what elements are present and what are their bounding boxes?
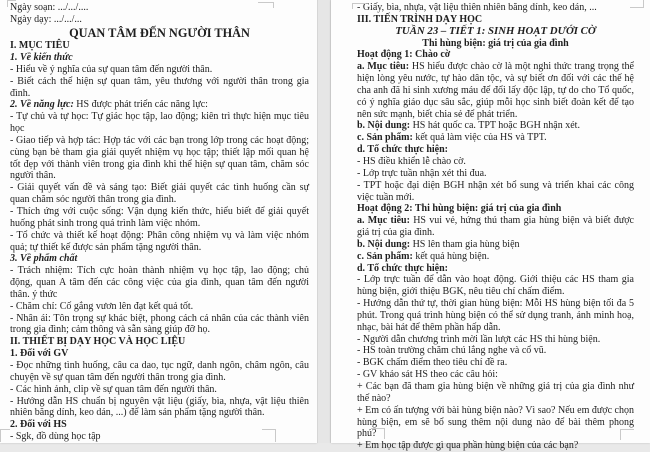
date-taught-line: [10, 14, 309, 26]
document-title: [10, 26, 309, 41]
paragraph-text: - Hướng dẫn HS chuẩn bị nguyên vật liệu (giấy, bìa, nhựa, vật liệu thiên nhiên băng dính, keo dán, ...) để làm sản phẩm tặng người thân.: [10, 395, 309, 419]
paragraph-text: HS vui vẻ, hứng thú tham gia hùng biện và biết được giá trị của gia đình.: [357, 215, 634, 239]
paragraph-text: - Thích ứng với cuộc sống: Vận dụng kiến thức, hiểu biết để giải quyết huống phát sinh trong quá trình làm việc nhóm.: [10, 206, 309, 229]
paragraph-text: - Giấy, bìa, nhựa, vật liệu thiên nhiên băng dính, keo dán, ...: [357, 2, 597, 13]
paragraph: [357, 381, 634, 405]
paragraph-text: - Người dẫn chương trình mời lần lượt các HS thi hùng biện.: [357, 333, 601, 345]
paragraph-text: - Biết cách thể hiện sự quan tâm, yêu thương với người thân trong gia đình.: [10, 75, 309, 99]
paragraph: [357, 345, 634, 357]
paragraph: [357, 251, 634, 263]
lesson-subtitle: [357, 38, 634, 50]
paragraph-lead: 2. Về năng lực:: [10, 99, 74, 111]
text-boundary-mark-top-right: [630, 0, 644, 8]
paragraph: [357, 2, 634, 14]
paragraph: [357, 263, 634, 275]
paragraph: [357, 274, 634, 298]
paragraph-text: - Trách nhiệm: Tích cực hoàn thành nhiệm vụ học tập, lao động; chủ động, quan A tâm đến các công việc của gia đình, quan tâm đến người thân. ý thức: [10, 265, 309, 300]
paragraph: [10, 301, 309, 313]
paragraph-text: - Lớp trực tuần nhận xét thi đua.: [357, 167, 487, 179]
paragraph-text: II. THIẾT BỊ DẠY HỌC VÀ HỌC LIỆU: [10, 336, 186, 348]
paragraph: [357, 440, 634, 452]
paragraph: [357, 298, 634, 334]
activity-heading: [357, 49, 634, 61]
paragraph: [357, 156, 634, 168]
paragraph-text: - Giao tiếp và hợp tác: Hợp tác với các bạn trong lớp trong các hoạt động; cùng bạn bè tham gia giải quyết nhiệm vụ học tập; thiết lập mối quan hệ tốt đẹp với thành viên trong gia đình khi thể hiện sự quan tâm, chăm sóc người thân.: [10, 134, 309, 182]
paragraph-text: d. Tổ chức thực hiện:: [357, 262, 448, 274]
paragraph: [10, 64, 309, 76]
text-boundary-mark-bottom-right: [262, 429, 276, 442]
paragraph: [10, 99, 309, 111]
paragraph-lead: c. Sản phẩm:: [357, 250, 413, 262]
paragraph-text: - Hiểu về ý nghĩa của sự quan tâm đến người thân.: [10, 63, 213, 75]
paragraph-text: - Hướng dẫn thứ tự, thời gian hùng biện: Mỗi HS hùng biện tối đa 5 phút. Trong quá trình hùng biện có thể sử dụng tranh, ảnh minh hoạ, nhạc, bài hát để thêm phần hấp dẫn.: [357, 298, 634, 333]
paragraph-text: - BGK chấm điểm theo tiêu chí đề ra.: [357, 357, 508, 369]
paragraph: [10, 396, 309, 420]
paragraph: [357, 405, 634, 441]
text-boundary-mark-top-right: [258, 2, 274, 8]
paragraph-text: kết quả làm việc của HS và TPT.: [412, 132, 547, 144]
paragraph-text: I. MỤC TIÊU: [10, 40, 70, 52]
paragraph: [10, 313, 309, 337]
text-boundary-mark-top-left: [7, 0, 16, 7]
paragraph-lead: b. Nội dung:: [357, 120, 411, 132]
paragraph: [10, 265, 309, 301]
paragraph-text: - TPT hoặc đại diện BGH nhận xét bổ sung và triển khai các công việc tuần mới.: [357, 179, 634, 203]
paragraph-text: kết quả hùng biện.: [412, 250, 490, 262]
paragraph: [357, 120, 634, 132]
paragraph: [10, 111, 309, 135]
paragraph-text: - Các hình ảnh, clip về sự quan tâm đến người thân.: [10, 383, 217, 395]
paragraph-text: + Em học tập được gì qua phần hùng biện của các bạn?: [357, 440, 579, 452]
paragraph-text: - Nhân ái: Tôn trọng sự khác biệt, phong cách cá nhân của các thành viên trong gia đình; cảm thông và sẵn sàng giúp đỡ họ.: [10, 312, 309, 336]
activity-heading: [357, 203, 634, 215]
paragraph: [357, 239, 634, 251]
page-gap: [317, 0, 331, 443]
paragraph-text: Thi hùng biện: giá trị của gia đình: [422, 37, 569, 49]
paragraph-text: - GV khảo sát HS theo các câu hỏi:: [357, 369, 498, 381]
paragraph-text: - Tự chủ và tự học: Tự giác học tập, lao động; kiên trì thực hiện mục tiêu học: [10, 111, 309, 135]
paragraph-text: Hoạt động 1: Chào cờ: [357, 49, 451, 61]
paragraph-text: - HS toàn trường chăm chú lắng nghe và cổ vũ.: [357, 345, 547, 357]
document-page-1: [0, 0, 317, 443]
paragraph-text: Ngày soạn: .../.../....: [10, 2, 89, 13]
lesson-week-title: [357, 26, 634, 38]
text-boundary-mark-bottom-left: [0, 429, 10, 442]
paragraph: [357, 61, 634, 120]
paragraph-text: HS hát quốc ca. TPT hoặc BGH nhận xét.: [410, 120, 580, 132]
paragraph-text: - Tổ chức và thiết kế hoạt động: Phân công nhiệm vụ và làm việc nhóm quả; tự thiết kế được sản phẩm tặng người thân.: [10, 229, 309, 253]
paragraph-text: - Lớp trực tuần để dẫn vào hoạt động. Giới thiệu các HS tham gia hùng biện, giới thiệu BGK, nêu tiêu chí chấm điểm.: [357, 274, 634, 298]
paragraph-text: III. TIẾN TRÌNH DẠY HỌC: [357, 13, 483, 25]
paragraph-text: d. Tổ chức thực hiện:: [357, 144, 448, 156]
paragraph-lead: c. Sản phẩm:: [357, 132, 413, 144]
paragraph-text: - Chăm chỉ: Cố gắng vươn lên đạt kết quả tốt.: [10, 300, 194, 312]
paragraph-lead: b. Nội dung:: [357, 238, 411, 250]
paragraph-text: 1. Về kiến thức: [10, 52, 73, 64]
text-boundary-mark-bottom-left: [371, 428, 385, 439]
paragraph-text: + Em có ấn tượng với bài hùng biện nào? Vì sao? Nếu em được chọn hùng biện, em sẽ bổ sung thêm nội dung nào để bài thêm phong phú?: [357, 404, 634, 440]
paragraph-lead: a. Mục tiêu:: [357, 215, 410, 227]
paragraph: [10, 384, 309, 396]
paragraph-text: HS lên tham gia hùng biện: [410, 238, 520, 250]
paragraph-text: HS được phát triển các năng lực:: [73, 99, 208, 111]
paragraph-text: + Các bạn đã tham gia hùng biện về những giá trị của gia đình như thế nào?: [357, 381, 634, 404]
paragraph: [357, 180, 634, 204]
paragraph-lead: a. Mục tiêu:: [357, 61, 410, 73]
paragraph: [10, 76, 309, 100]
paragraph: [10, 182, 309, 206]
document-page-2: [331, 0, 650, 452]
paragraph-text: HS hiểu được chào cờ là một nghi thức trang trọng thể hiện lòng yêu nước, tự hào dân tộc, và sự biết ơn đối với các thế hệ cha anh đã hi sinh xương máu để đổi lấy độc lập, tự do cho Tổ quốc, có ý nghĩa giáo dục sâu sắc, giúp mỗi học sinh biết đoàn kết để tạo nên sức mạnh, biết chia sẻ để phát triển.: [357, 61, 634, 120]
paragraph: [357, 369, 634, 381]
paragraph-text: QUAN TÂM ĐẾN NGƯỜI THÂN: [69, 25, 250, 40]
paragraph: [10, 206, 309, 230]
paragraph: [357, 168, 634, 180]
paragraph: [357, 144, 634, 156]
paragraph-text: 2. Đối với HS: [10, 419, 67, 431]
paragraph: [357, 215, 634, 239]
paragraph-text: - Đọc những tình huống, câu ca dao, tục ngữ, danh ngôn, châm ngôn, câu chuyện về sự quan tâm đến người thân trong gia đình.: [10, 359, 309, 383]
paragraph: [10, 360, 309, 384]
paragraph-text: - HS điều khiển lễ chào cờ.: [357, 155, 466, 167]
paragraph-text: 1. Đối với GV: [10, 348, 69, 360]
paragraph-text: - Sgk, đồ dùng học tập: [10, 431, 101, 443]
section-heading: [10, 336, 309, 348]
paragraph: [357, 357, 634, 369]
paragraph: [357, 132, 634, 144]
paragraph: [357, 334, 634, 346]
page-2-text-area: [331, 0, 650, 452]
page-1-text-area: [0, 0, 317, 443]
subsection-heading: [10, 253, 309, 265]
paragraph-text: 3. Về phẩm chất: [10, 253, 78, 265]
text-boundary-mark-top-left: [352, 3, 366, 9]
subsection-heading: [10, 348, 309, 360]
paragraph-text: Ngày dạy: .../.../...: [10, 13, 82, 25]
subsection-heading: [10, 52, 309, 64]
section-heading: [10, 40, 309, 52]
paragraph-text: TUẦN 23 – TIẾT 1: SINH HOẠT DƯỚI CỜ: [395, 24, 596, 37]
paragraph: [10, 135, 309, 182]
text-boundary-mark-bottom-right: [620, 429, 634, 440]
paragraph-text: - Giải quyết vấn đề và sáng tạo: Biết giải quyết các tình huống cần sự quan chăm sóc người thân trong gia đình.: [10, 182, 309, 206]
paragraph-text: Hoạt động 2: Thi hùng biện: giá trị của gia đình: [357, 203, 562, 215]
paragraph: [10, 230, 309, 254]
